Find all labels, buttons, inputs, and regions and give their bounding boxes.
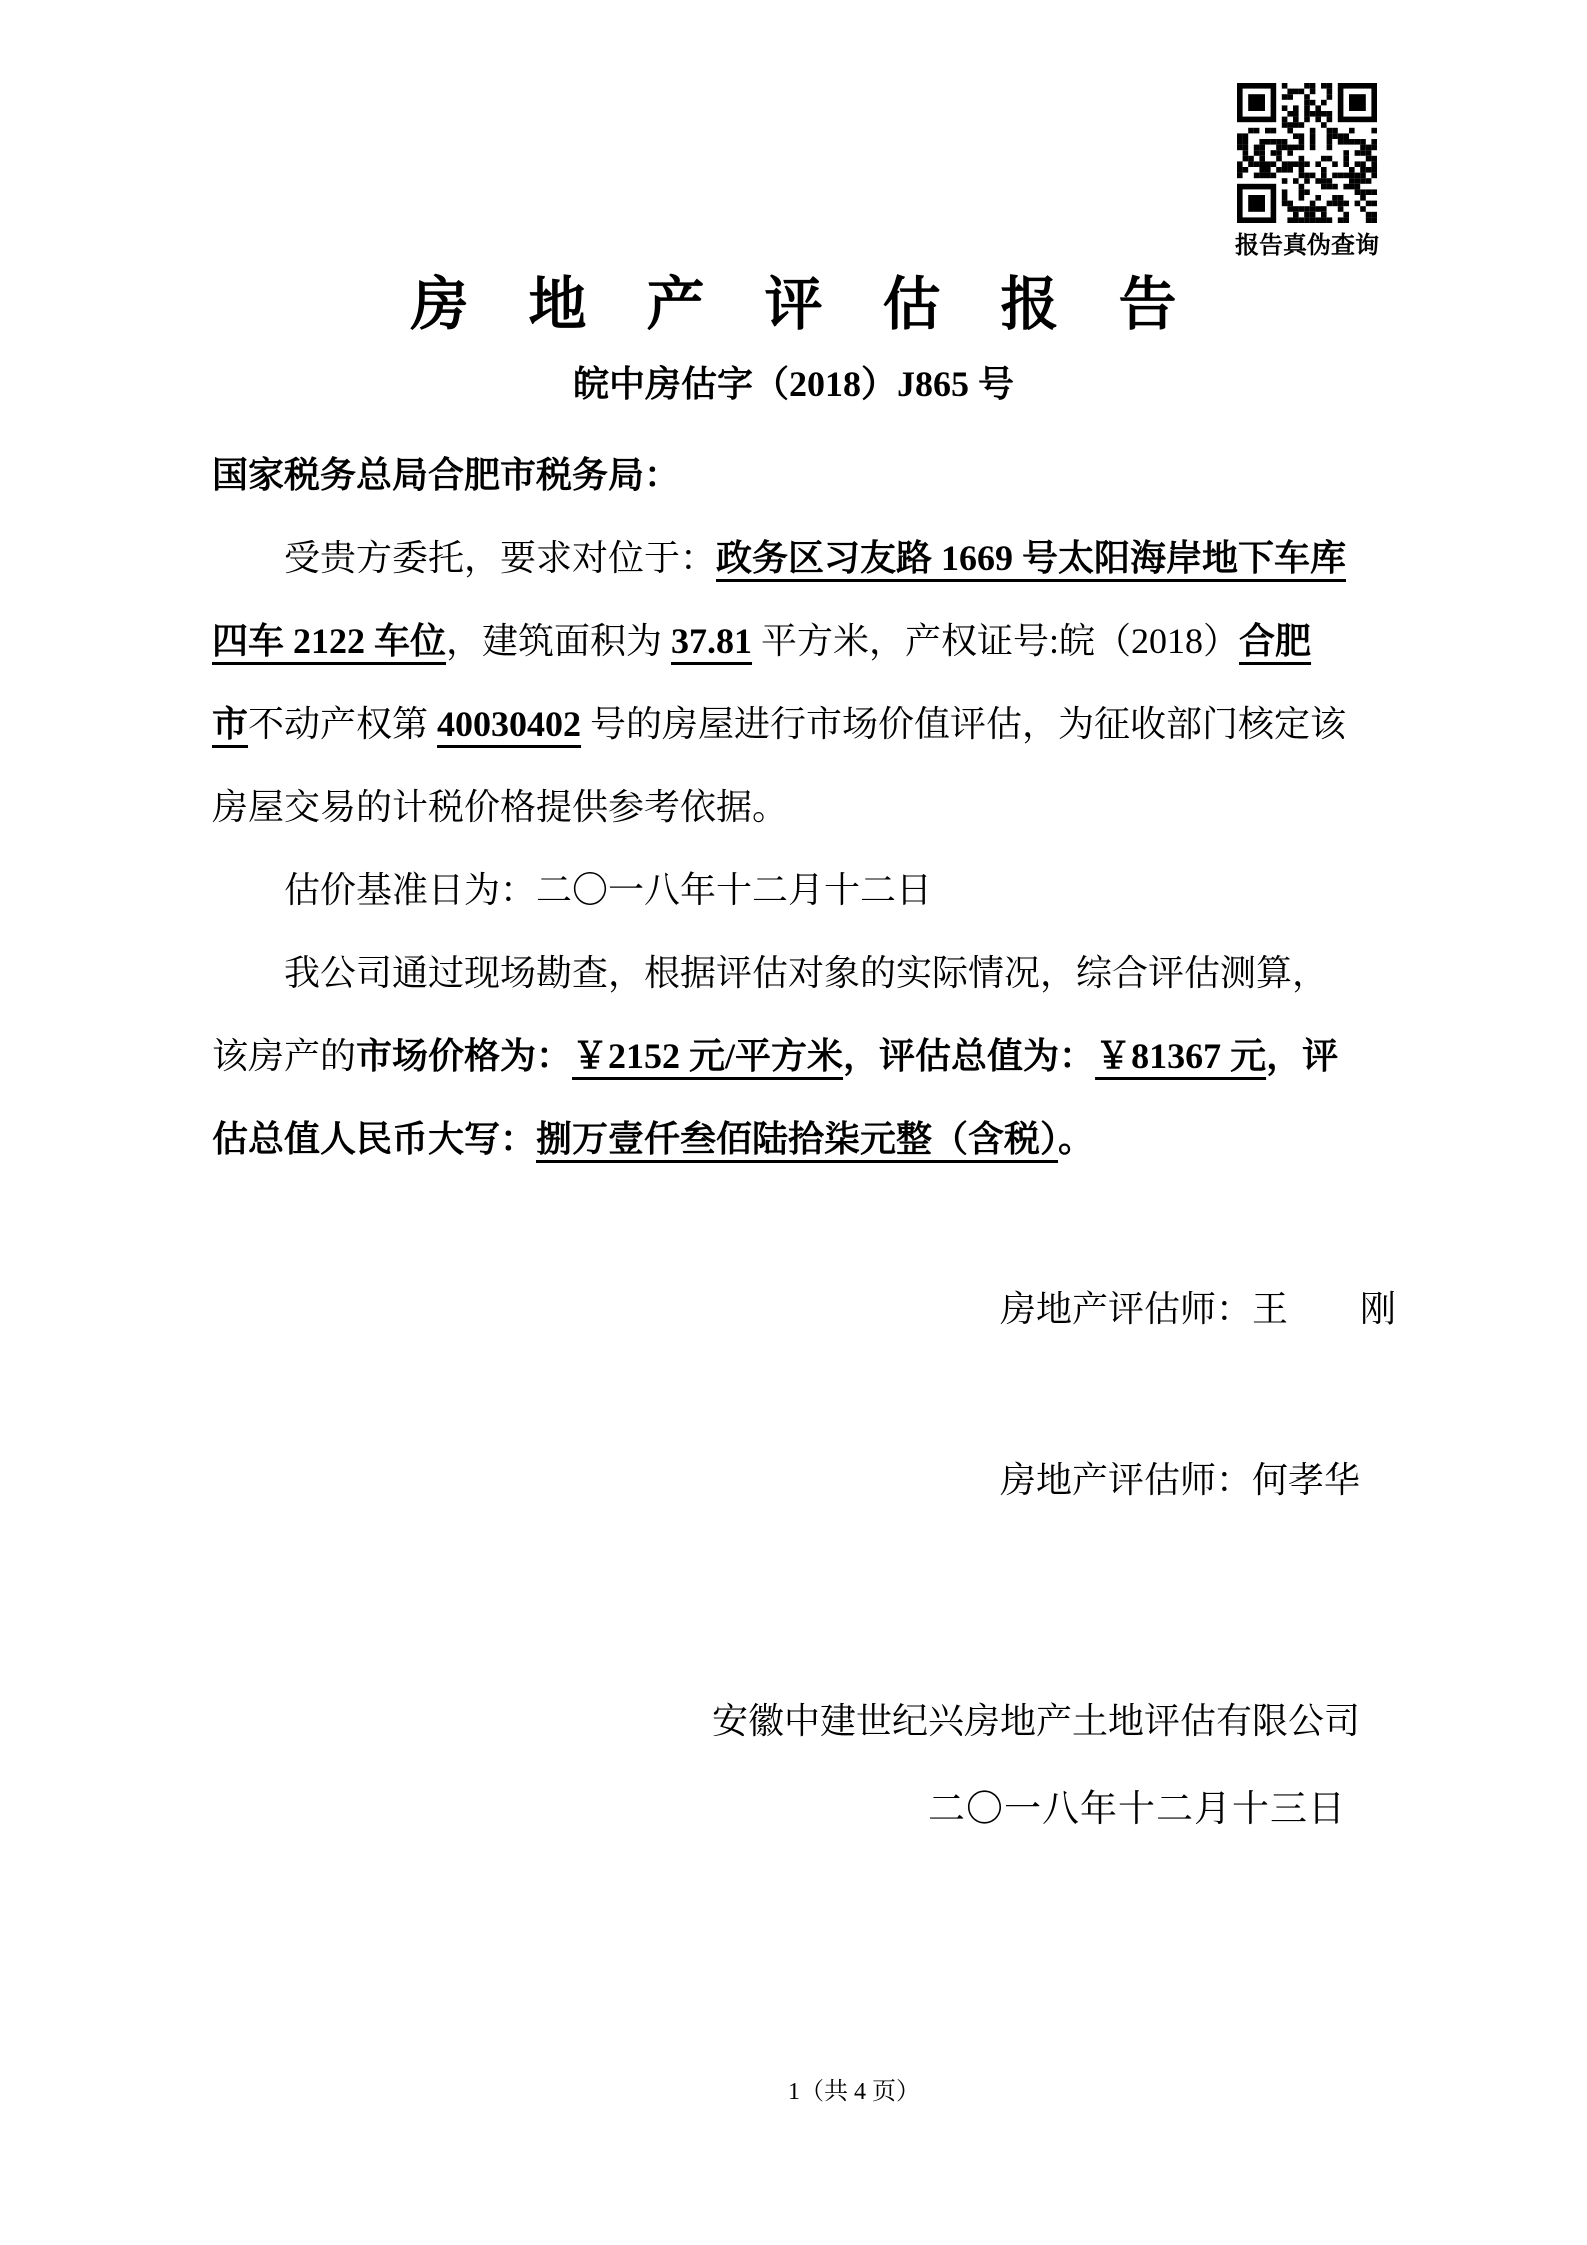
text-run: ，评估总值为： [843, 1036, 1096, 1076]
qr-code-image [1237, 83, 1377, 223]
page-number: 1（共 4 页） [788, 2079, 920, 2105]
company-name: 安徽中建世纪兴房地产土地评估有限公司 [712, 1701, 1361, 1741]
qr-caption: 报告真伪查询 [1235, 233, 1379, 259]
text-run: ，评 [1266, 1036, 1339, 1076]
text-run: 40030402 [437, 704, 582, 744]
text-run: 。 [1058, 1119, 1095, 1159]
appraiser-signature-2: 房地产评估师：何孝华 [1000, 1460, 1361, 1500]
body-line [212, 766, 1412, 849]
text-run: ￥2152 元/平方米 [572, 1036, 844, 1076]
body-line [212, 600, 1412, 683]
text-run: 平方米，产权证号:皖（2018） [752, 621, 1240, 661]
report-date: 二〇一八年十二月十三日 [928, 1789, 1346, 1830]
appraiser-signature-1: 房地产评估师：王 刚 [1000, 1289, 1397, 1329]
report-doc-number: 皖中房估字（2018）J865 号 [572, 364, 1014, 404]
text-run: 房屋交易的计税价格提供参考依据。 [212, 787, 789, 827]
body-line [212, 517, 1412, 600]
qr-code [1237, 83, 1377, 223]
text-run: 四车 2122 车位 [212, 621, 447, 661]
text-run: 合肥 [1239, 621, 1312, 661]
addressee-line: 国家税务总局合肥市税务局： [212, 455, 681, 495]
text-run: 估价基准日为：二〇一八年十二月十二日 [284, 870, 933, 910]
text-run: 市场价格为： [356, 1036, 573, 1076]
text-run: 不动产权第 [248, 704, 438, 744]
text-run: 市 [212, 704, 249, 744]
text-run: 我公司通过现场勘查，根据评估对象的实际情况，综合评估测算， [284, 953, 1329, 993]
body-line [212, 1098, 1412, 1181]
body-line [212, 1015, 1412, 1098]
text-run: 号的房屋进行市场价值评估，为征收部门核定该 [581, 704, 1347, 744]
body-lines [212, 517, 1412, 1181]
body-line [212, 849, 1412, 932]
text-run: 捌万壹仟叁佰陆拾柒元整（含税） [536, 1119, 1059, 1159]
body-line [212, 683, 1412, 766]
text-run: 估总值人民币大写： [212, 1119, 537, 1159]
text-run: 该房产的 [212, 1036, 357, 1076]
letter-body [212, 434, 1412, 1181]
text-run: ￥81367 元 [1095, 1036, 1267, 1076]
body-line [212, 932, 1412, 1015]
text-run: 政务区习友路 1669 号太阳海岸地下车库 [716, 538, 1347, 578]
text-run: ，建筑面积为 [446, 621, 672, 661]
text-run: 受贵方委托，要求对位于： [284, 538, 717, 578]
report-title: 房地产评估报告 [410, 272, 1237, 337]
text-run: 37.81 [671, 621, 753, 661]
